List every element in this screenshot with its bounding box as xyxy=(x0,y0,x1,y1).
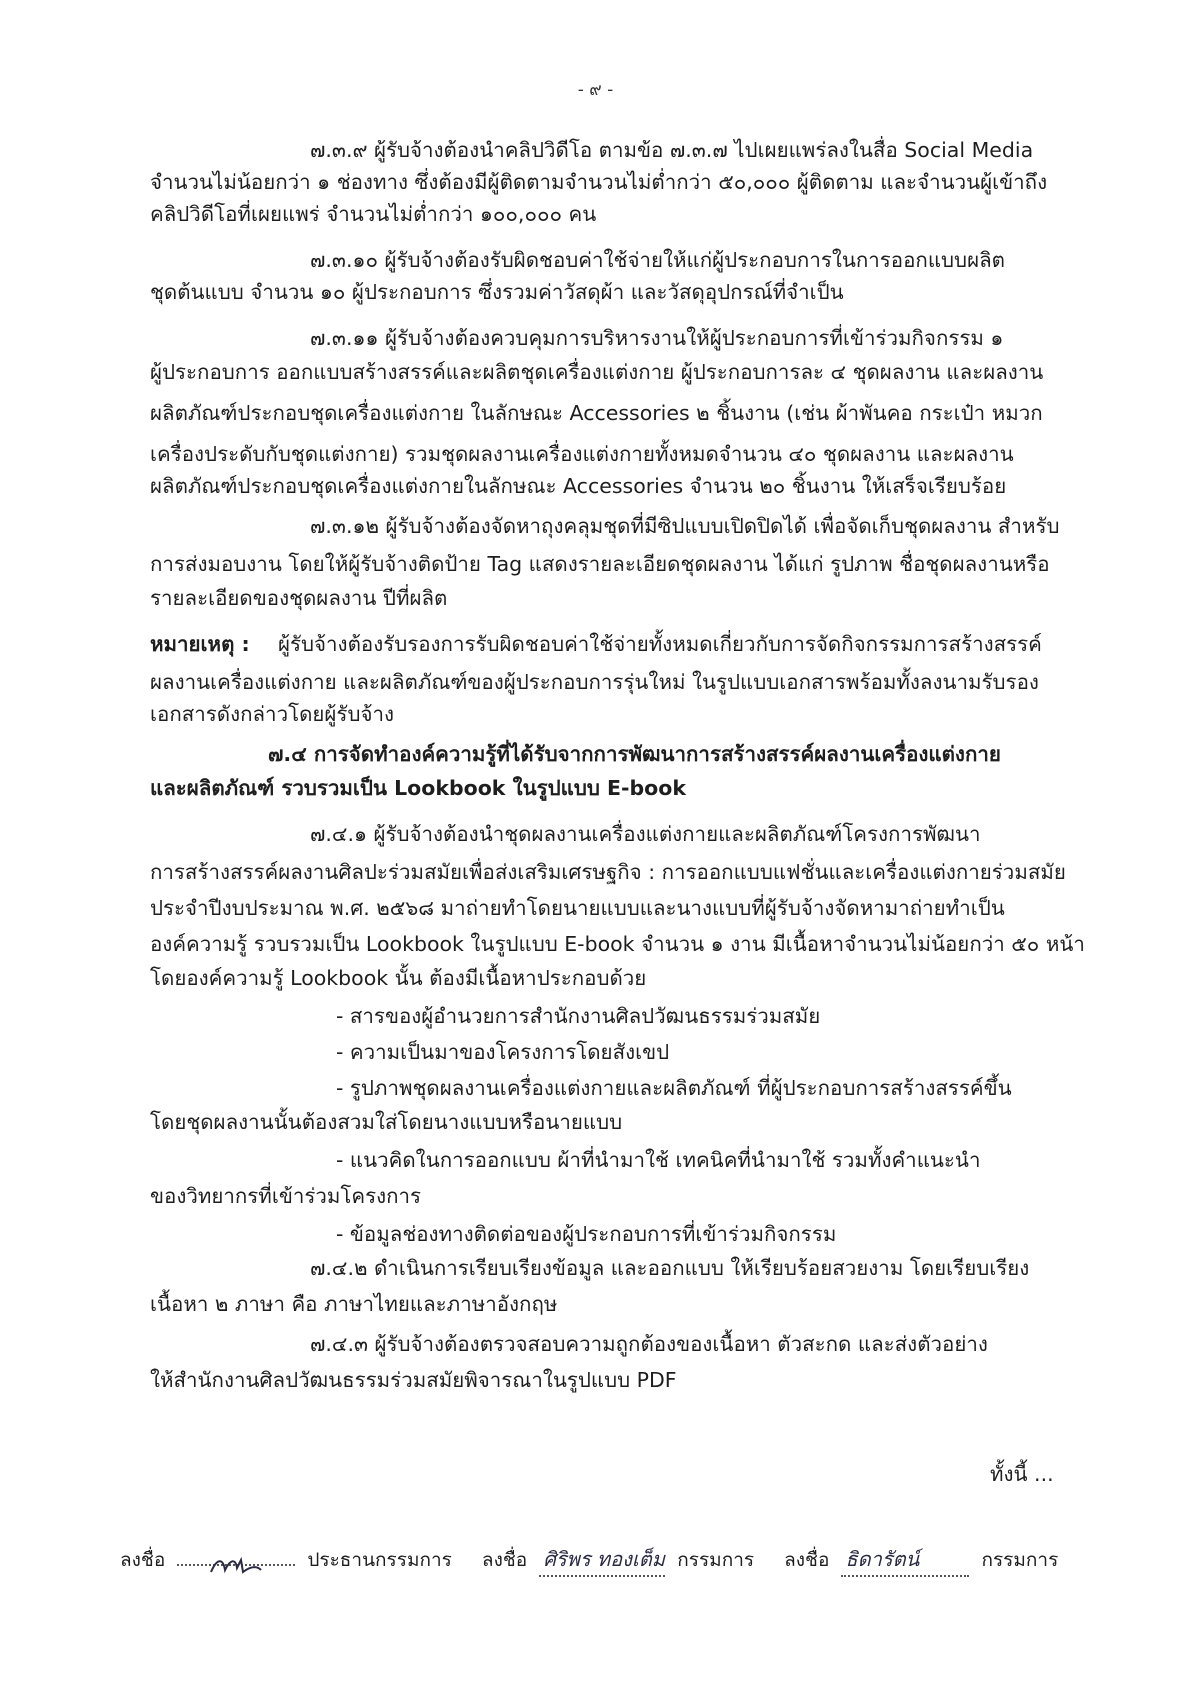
text-line: ๗.๓.๙ ผู้รับจ้างต้องนำคลิปวิดีโอ ตามข้อ ๗.๓.๗ ไปเผยแพร่ลงในสื่อ Social Media xyxy=(310,138,1034,162)
text-line: ๗.๓.๑๑ ผู้รับจ้างต้องควบคุมการบริหารงานให้ผู้ประกอบการที่เข้าร่วมกิจกรรม ๑ xyxy=(310,326,1004,350)
bullet-item: - ข้อมูลช่องทางติดต่อของผู้ประกอบการที่เข้าร่วมกิจกรรม xyxy=(336,1222,837,1246)
text-line: การสร้างสรรค์ผลงานศิลปะร่วมสมัยเพื่อส่งเสริมเศรษฐกิจ : การออกแบบแฟชั่นและเครื่องแต่งกายร่วมสมัย xyxy=(150,860,1066,884)
text-line: ประจำปีงบประมาณ พ.ศ. ๒๕๖๘ มาถ่ายทำโดยนายแบบและนางแบบที่ผู้รับจ้างจัดหามาถ่ายทำเป็น xyxy=(150,896,1005,920)
text-line: จำนวนไม่น้อยกว่า ๑ ช่องทาง ซึ่งต้องมีผู้ติดตามจำนวนไม่ต่ำกว่า ๕๐,๐๐๐ ผู้ติดตาม และจำนวนผู้เข้าถึง xyxy=(150,170,1048,194)
page-number: - ๙ - xyxy=(577,80,614,100)
document-body xyxy=(150,0,1085,1684)
text-line: ผู้รับจ้างต้องรับรองการรับผิดชอบค่าใช้จ่ายทั้งหมดเกี่ยวกับการจัดกิจกรรมการสร้างสรรค์ xyxy=(278,632,1042,656)
member-signature: ธิดารัตน์ xyxy=(841,1543,969,1577)
text-line: ผลิตภัณฑ์ประกอบชุดเครื่องแต่งกายในลักษณะ Accessories จำนวน ๒๐ ชิ้นงาน ให้เสร็จเรียบร้อย xyxy=(150,474,1007,498)
text-line: ผลิตภัณฑ์ประกอบชุดเครื่องแต่งกาย ในลักษณะ Accessories ๒ ชิ้นงาน (เช่น ผ้าพันคอ กระเป๋า หมวก xyxy=(150,401,1043,425)
member-signature: ศิริพร ทองเต็ม xyxy=(539,1543,665,1577)
text-line: ผลงานเครื่องแต่งกาย และผลิตภัณฑ์ของผู้ประกอบการรุ่นใหม่ ในรูปแบบเอกสารพร้อมทั้งลงนามรับรอง xyxy=(150,670,1039,694)
bullet-item: - สารของผู้อำนวยการสำนักงานศิลปวัฒนธรรมร่วมสมัย xyxy=(336,1004,821,1028)
text-line: ของวิทยากรที่เข้าร่วมโครงการ xyxy=(150,1184,422,1208)
text-line: การส่งมอบงาน โดยให้ผู้รับจ้างติดป้าย Tag แสดงรายละเอียดชุดผลงาน ได้แก่ รูปภาพ ชื่อชุดผลงานหรือ xyxy=(150,552,1050,576)
bullet-item: - ความเป็นมาของโครงการโดยสังเขป xyxy=(336,1040,670,1064)
text-line: ผู้ประกอบการ ออกแบบสร้างสรรค์และผลิตชุดเครื่องแต่งกาย ผู้ประกอบการละ ๔ ชุดผลงาน และผลงาน xyxy=(150,360,1044,384)
chair-role: ประธานกรรมการ xyxy=(307,1549,452,1571)
bullet-item: - แนวคิดในการออกแบบ ผ้าที่นำมาใช้ เทคนิคที่นำมาใช้ รวมทั้งคำแนะนำ xyxy=(336,1148,981,1172)
text-line: ๗.๔.๒ ดำเนินการเรียบเรียงข้อมูล และออกแบบ ให้เรียบร้อยสวยงาม โดยเรียบเรียง xyxy=(310,1256,1030,1280)
member-role: กรรมการ xyxy=(677,1549,755,1571)
signature-line xyxy=(120,1543,1060,1577)
signature-scribble-icon xyxy=(207,1552,325,1578)
chair-signature xyxy=(177,1564,295,1566)
text-line: ๗.๓.๑๐ ผู้รับจ้างต้องรับผิดชอบค่าใช้จ่ายให้แก่ผู้ประกอบการในการออกแบบผลิต xyxy=(310,248,1005,272)
text-line: ๗.๓.๑๒ ผู้รับจ้างต้องจัดหาถุงคลุมชุดที่มีซิปแบบเปิดปิดได้ เพื่อจัดเก็บชุดผลงาน สำหรับ xyxy=(310,514,1060,538)
note-label: หมายเหตุ : xyxy=(150,632,250,656)
member-role: กรรมการ xyxy=(981,1549,1059,1571)
text-line: ๗.๔.๑ ผู้รับจ้างต้องนำชุดผลงานเครื่องแต่งกายและผลิตภัณฑ์โครงการพัฒนา xyxy=(310,822,981,846)
section-heading: และผลิตภัณฑ์ รวบรวมเป็น Lookbook ในรูปแบบ E-book xyxy=(150,776,686,800)
sign-label: ลงชื่อ xyxy=(120,1549,166,1571)
text-line: เครื่องประดับกับชุดแต่งกาย) รวมชุดผลงานเครื่องแต่งกายทั้งหมดจำนวน ๔๐ ชุดผลงาน และผลงาน xyxy=(150,442,1014,466)
text-line: รายละเอียดของชุดผลงาน ปีที่ผลิต xyxy=(150,586,448,610)
continuation-text: ทั้งนี้ ... xyxy=(990,1462,1054,1486)
bullet-item: - รูปภาพชุดผลงานเครื่องแต่งกายและผลิตภัณฑ์ ที่ผู้ประกอบการสร้างสรรค์ขึ้น xyxy=(336,1076,1012,1100)
sign-label: ลงชื่อ xyxy=(784,1549,830,1571)
text-line: ๗.๔.๓ ผู้รับจ้างต้องตรวจสอบความถูกต้องของเนื้อหา ตัวสะกด และส่งตัวอย่าง xyxy=(310,1332,988,1356)
text-line: ให้สำนักงานศิลปวัฒนธรรมร่วมสมัยพิจารณาในรูปแบบ PDF xyxy=(150,1368,677,1392)
text-line: องค์ความรู้ รวบรวมเป็น Lookbook ในรูปแบบ E-book จำนวน ๑ งาน มีเนื้อหาจำนวนไม่น้อยกว่า ๕๐ หน้า xyxy=(150,932,1085,956)
text-line: ชุดต้นแบบ จำนวน ๑๐ ผู้ประกอบการ ซึ่งรวมค่าวัสดุผ้า และวัสดุอุปกรณ์ที่จำเป็น xyxy=(150,280,844,304)
sign-label: ลงชื่อ xyxy=(481,1549,528,1571)
text-line: โดยชุดผลงานนั้นต้องสวมใส่โดยนางแบบหรือนายแบบ xyxy=(150,1110,623,1134)
text-line: เอกสารดังกล่าวโดยผู้รับจ้าง xyxy=(150,702,394,726)
text-line: คลิปวิดีโอที่เผยแพร่ จำนวนไม่ต่ำกว่า ๑๐๐,๐๐๐ คน xyxy=(150,202,597,226)
section-heading: ๗.๔ การจัดทำองค์ความรู้ที่ได้รับจากการพัฒนาการสร้างสรรค์ผลงานเครื่องแต่งกาย xyxy=(268,742,1001,766)
text-line: เนื้อหา ๒ ภาษา คือ ภาษาไทยและภาษาอังกฤษ xyxy=(150,1292,558,1316)
text-line: โดยองค์ความรู้ Lookbook นั้น ต้องมีเนื้อหาประกอบด้วย xyxy=(150,966,647,990)
